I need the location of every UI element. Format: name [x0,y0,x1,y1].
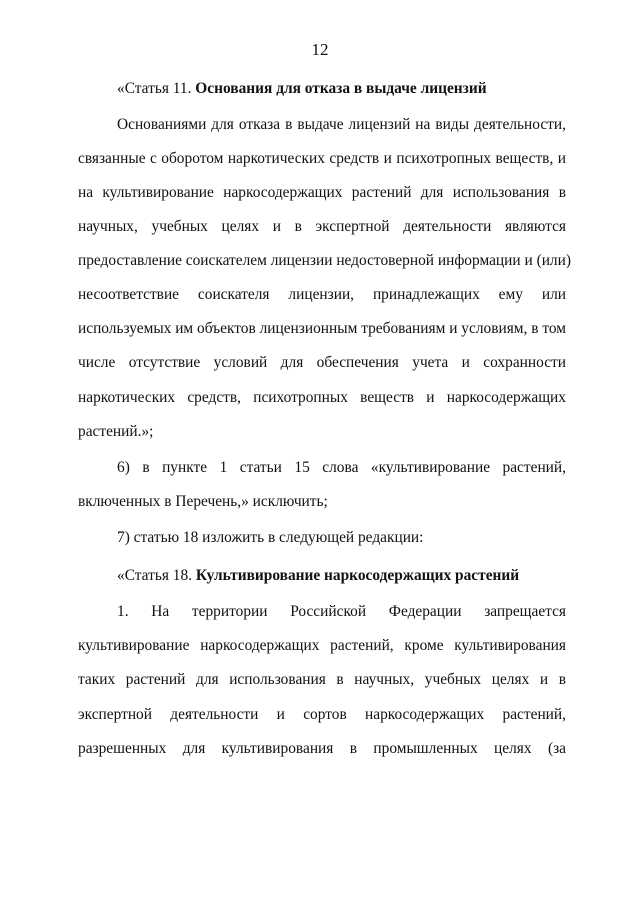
article-18-line: разрешенных для культивирования в промышленных целях (за [78,740,566,757]
item-7-line: 7) статью 18 изложить в следующей редакции: [117,529,424,546]
article-18-line: экспертной деятельности и сортов наркосодержащих растений, [78,706,566,723]
article-11-line: научных, учебных целях и в экспертной деятельности являются [78,218,566,235]
article-18-line: таких растений для использования в научных, учебных целях и в [78,671,566,688]
article-11-line: растений.»; [78,423,154,440]
article-11-line: связанные с оборотом наркотических средств и психотропных веществ, и [78,150,566,167]
article-11-line: предоставление соискателем лицензии недостоверной информации и (или) [78,252,571,269]
article-18-title-prefix: «Статья 18. [117,567,196,584]
item-6-line: 6) в пункте 1 статьи 15 слова «культивирование растений, [117,459,566,476]
item-6-line: включенных в Перечень,» исключить; [78,493,328,510]
article-11-line: несоответствие соискателя лицензии, принадлежащих ему или [78,286,566,303]
article-18-title [117,566,566,586]
article-18-title-bold: Культивирование наркосодержащих растений [195,567,520,584]
article-11-line: на культивирование наркосодержащих растений для использования в [78,184,566,201]
article-11-title [117,79,566,99]
article-18-line: культивирование наркосодержащих растений, кроме культивирования [78,637,566,654]
article-11-title-bold: Основания для отказа в выдаче лицензий [195,80,487,97]
article-11-line: используемых им объектов лицензионным требованиям и условиям, в том [78,320,566,337]
article-18-line: 1. На территории Российской Федерации запрещается [117,603,566,620]
article-11-line: Основаниями для отказа в выдаче лицензий на виды деятельности, [117,116,566,133]
article-11-title-prefix: «Статья 11. [117,80,196,97]
article-11-line: числе отсутствие условий для обеспечения учета и сохранности [78,354,566,371]
page-number: 12 [311,40,329,59]
article-11-line: наркотических средств, психотропных веществ и наркосодержащих [78,389,566,406]
